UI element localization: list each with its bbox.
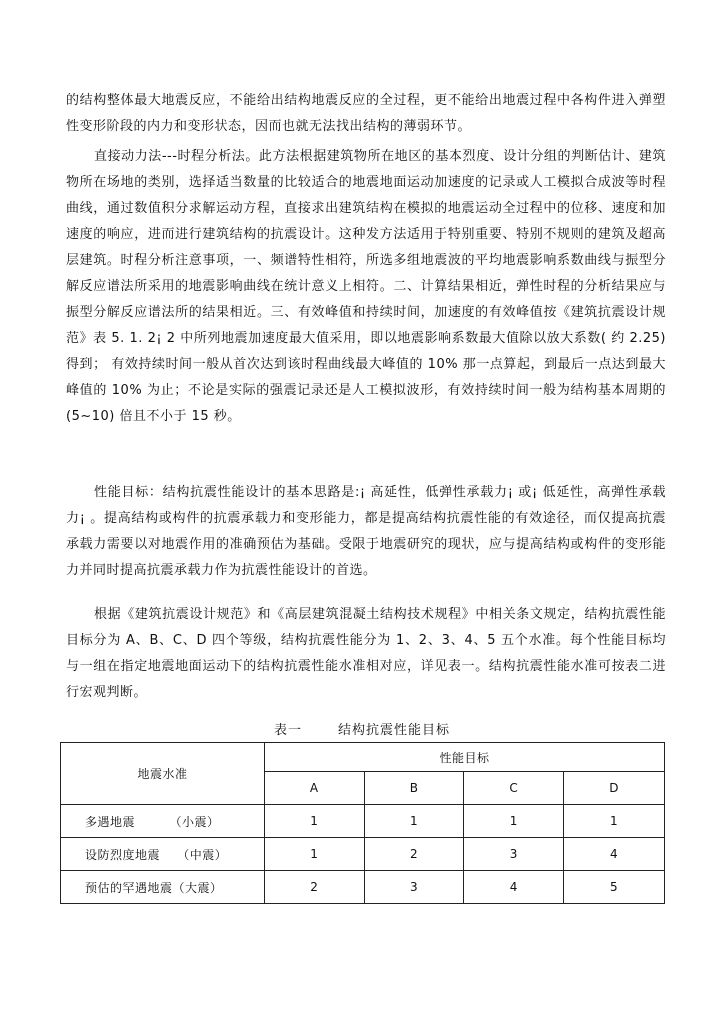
row-label: 多遇地震 （小震） bbox=[61, 805, 265, 838]
table-cell: 1 bbox=[464, 805, 564, 838]
column-header-a: A bbox=[264, 772, 364, 805]
table-cell: 4 bbox=[464, 871, 564, 904]
paragraph-direct-dynamic-method: 直接动力法---时程分析法。此方法根据建筑物所在地区的基本烈度、设计分组的判断估计、建筑物所在场地的类别，选择适当数量的比较适合的地震地面运动加速度的记录或人工模拟合成波等时程曲线，通过数值积分求解运动方程，直接求出建筑结构在模拟的地震运动全过程中的位移、速度和加速度的响应，进而进行建筑结构的抗震设计。这种发方法适用于特别重要、特别不规则的建筑及超高层建筑。时程分析注意事项，一、频谱特性相符，所选多组地震波的平均地震影响系数曲线与振型分解反应谱法所采用的地震影响曲线在统计意义上相符。二、计算结果相近，弹性时程的分析结果应与振型分解反应谱法所的结果相近。三、有效峰值和持续时间，加速度的有效峰值按《建筑抗震设计规范》表 5. 1. 2¡ 2 中所列地震加速度最大值采用，即以地震影响系数最大值除以放大系数( 约 2.25) 得到； 有效持续时间一般从首次达到该时程曲线最大峰值的 10% 那一点算起，到最后一点达到最大峰值的 10% 为止；不论是实际的强震记录还是人工模拟波形，有效持续时间一般为结构基本周期的(5~10) 倍且不小于 15 秒。 bbox=[66, 149, 666, 424]
row-label: 设防烈度地震 （中震） bbox=[61, 838, 265, 871]
table-cell: 5 bbox=[564, 871, 665, 904]
table-cell: 1 bbox=[564, 805, 665, 838]
table-cell: 1 bbox=[264, 838, 364, 871]
table-row bbox=[61, 805, 665, 838]
table-caption: 表一 结构抗震性能目标 bbox=[274, 723, 450, 738]
table-cell: 1 bbox=[364, 805, 464, 838]
row-header-cell: 地震水准 bbox=[61, 743, 265, 805]
paragraph-intro-continuation: 的结构整体最大地震反应，不能给出结构地震反应的全过程，更不能给出地震过程中各构件进入弹塑性变形阶段的内力和变形状态，因而也就无法找出结构的薄弱环节。 bbox=[66, 93, 666, 134]
table-cell: 3 bbox=[464, 838, 564, 871]
performance-target-table bbox=[60, 742, 665, 904]
table-cell: 4 bbox=[564, 838, 665, 871]
column-header-c: C bbox=[464, 772, 564, 805]
table-header-row bbox=[61, 743, 665, 772]
table-cell: 2 bbox=[264, 871, 364, 904]
table-cell: 3 bbox=[364, 871, 464, 904]
table-cell: 2 bbox=[364, 838, 464, 871]
table-cell: 1 bbox=[264, 805, 364, 838]
table-row bbox=[61, 871, 665, 904]
paragraph-performance-target: 性能目标：结构抗震性能设计的基本思路是:¡ 高延性，低弹性承载力¡ 或¡ 低延性，高弹性承载力¡ 。提高结构或构件的抗震承载力和变形能力，都是提高结构抗震性能的有效途径，而仅提高抗震承载力需要以对地震作用的准确预估为基础。受限于地震研究的现状，应与提高结构或构件的变形能力并同时提高抗震承载力作为抗震性能设计的首选。 bbox=[66, 485, 666, 578]
row-label: 预估的罕遇地震（大震） bbox=[61, 871, 265, 904]
group-header-cell: 性能目标 bbox=[264, 743, 664, 772]
paragraph-code-provisions: 根据《建筑抗震设计规范》和《高层建筑混凝土结构技术规程》中相关条文规定，结构抗震性能目标分为 A、B、C、D 四个等级，结构抗震性能分为 1、2、3、4、5 五个水准。每个性能目标均与一组在指定地震地面运动下的结构抗震性能水准相对应，详见表一。结构抗震性能水准可按表二进行宏观判断。 bbox=[66, 607, 666, 700]
table-row bbox=[61, 838, 665, 871]
column-header-b: B bbox=[364, 772, 464, 805]
column-header-d: D bbox=[564, 772, 665, 805]
